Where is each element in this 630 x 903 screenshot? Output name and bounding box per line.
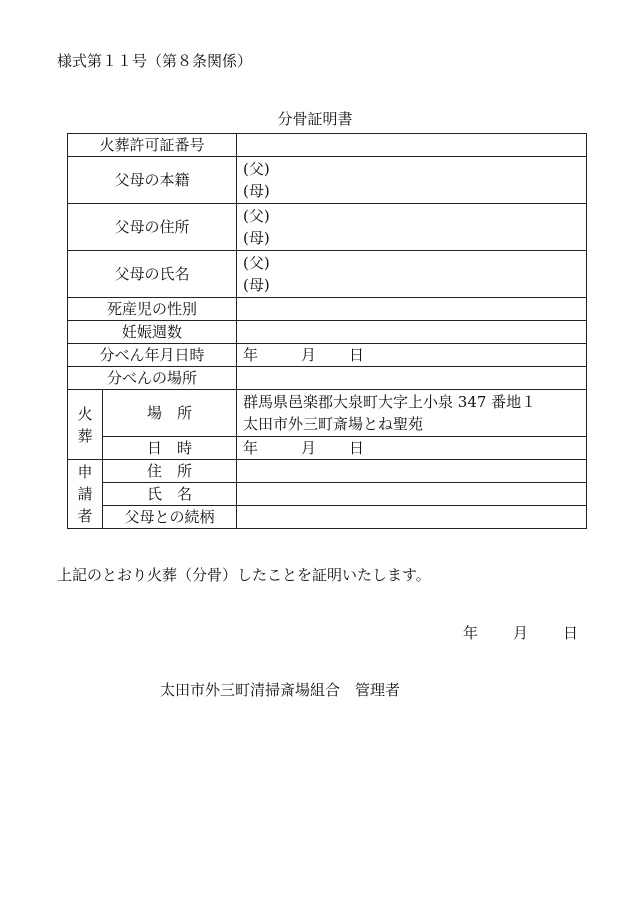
applicant-relation-label: 父母との続柄	[103, 506, 237, 529]
cremation-group-label: 火 葬	[68, 390, 103, 460]
year-mark: 年	[243, 439, 259, 457]
parents-domicile-field[interactable]	[237, 157, 587, 204]
applicant-name-label: 氏 名	[103, 483, 237, 506]
delivery-place-field[interactable]	[237, 367, 587, 390]
mother-mark: (母)	[243, 229, 270, 247]
row-parents-name	[68, 251, 587, 298]
row-delivery-place	[68, 367, 587, 390]
day-mark: 日	[349, 346, 365, 364]
row-parents-address	[68, 204, 587, 251]
certification-statement: 上記のとおり火葬（分骨）したことを証明いたします。	[57, 566, 431, 584]
mother-mark: (母)	[243, 276, 270, 294]
delivery-datetime-label: 分べん年月日時	[68, 344, 237, 367]
permit-number-field[interactable]	[237, 134, 587, 157]
row-applicant-relation	[68, 506, 587, 529]
permit-number-label: 火葬許可証番号	[68, 134, 237, 157]
row-permit-number	[68, 134, 587, 157]
row-delivery-datetime	[68, 344, 587, 367]
pregnancy-weeks-label: 妊娠週数	[68, 321, 237, 344]
parents-address-label: 父母の住所	[68, 204, 237, 251]
issuer-org: 太田市外三町清掃斎場組合	[160, 681, 341, 699]
issue-day-mark: 日	[563, 624, 579, 642]
row-cremation-datetime	[68, 437, 587, 460]
stillborn-sex-label: 死産児の性別	[68, 298, 237, 321]
certificate-table	[67, 133, 587, 529]
applicant-address-label: 住 所	[103, 460, 237, 483]
issuer	[160, 679, 400, 700]
applicant-relation-field[interactable]	[237, 506, 587, 529]
father-mark: (父)	[243, 254, 270, 272]
mother-mark: (母)	[243, 182, 270, 200]
year-mark: 年	[243, 346, 259, 364]
stillborn-sex-field[interactable]	[237, 298, 587, 321]
cremation-datetime-label: 日 時	[103, 437, 237, 460]
delivery-place-label: 分べんの場所	[68, 367, 237, 390]
cremation-datetime-field[interactable]	[237, 437, 587, 460]
applicant-group-label: 申 請 者	[68, 460, 103, 529]
delivery-datetime-field[interactable]	[237, 344, 587, 367]
applicant-address-field[interactable]	[237, 460, 587, 483]
parents-name-label: 父母の氏名	[68, 251, 237, 298]
issue-year-mark: 年	[463, 624, 479, 642]
row-applicant-address	[68, 460, 587, 483]
row-pregnancy-weeks	[68, 321, 587, 344]
cremation-place-label: 場 所	[103, 390, 237, 437]
document-title: 分骨証明書	[277, 110, 353, 128]
father-mark: (父)	[243, 207, 270, 225]
month-mark: 月	[301, 439, 317, 457]
form-number: 様式第１１号（第８条関係）	[57, 52, 253, 70]
issue-date[interactable]	[463, 622, 578, 643]
parents-domicile-label: 父母の本籍	[68, 157, 237, 204]
month-mark: 月	[301, 346, 317, 364]
row-stillborn-sex	[68, 298, 587, 321]
father-mark: (父)	[243, 160, 270, 178]
row-applicant-name	[68, 483, 587, 506]
day-mark: 日	[349, 439, 365, 457]
parents-address-field[interactable]	[237, 204, 587, 251]
row-cremation-place	[68, 390, 587, 437]
parents-name-field[interactable]	[237, 251, 587, 298]
issue-month-mark: 月	[513, 624, 529, 642]
row-parents-domicile	[68, 157, 587, 204]
issuer-role: 管理者	[355, 681, 401, 699]
pregnancy-weeks-field[interactable]	[237, 321, 587, 344]
cremation-place-value: 群馬県邑楽郡大泉町大字上小泉 347 番地１ 太田市外三町斎場とね聖苑	[237, 390, 587, 437]
applicant-name-field[interactable]	[237, 483, 587, 506]
